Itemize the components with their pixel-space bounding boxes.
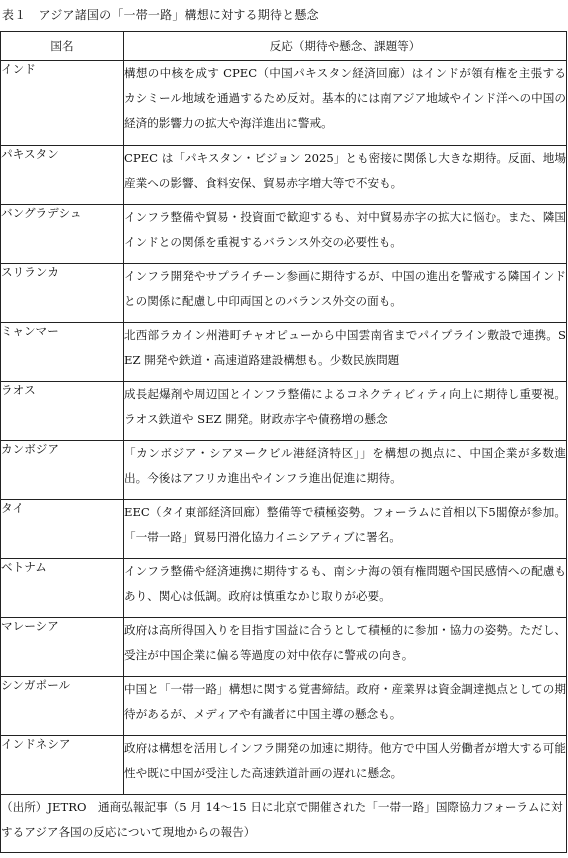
header-country: 国名 xyxy=(1,32,124,61)
country-cell: ラオス xyxy=(1,382,124,441)
source-row xyxy=(1,795,567,853)
country-cell: ベトナム xyxy=(1,559,124,618)
table-row xyxy=(1,323,567,382)
table-row xyxy=(1,559,567,618)
response-cell: 中国と「一帯一路」構想に関する覚書締結。政府・産業界は資金調達拠点としての期待があるが、メディアや有識者に中国主導の懸念も。 xyxy=(124,677,567,736)
response-cell: 「カンボジア・シアヌークビル港経済特区」」を構想の拠点に、中国企業が多数進出。今後はアフリカ進出やインフラ進出促進に期待。 xyxy=(124,441,567,500)
table-header-row xyxy=(1,32,567,61)
table-row xyxy=(1,500,567,559)
country-cell: マレーシア xyxy=(1,618,124,677)
source-note: （出所）JETRO 通商弘報記事（5 月 14～15 日に北京で開催された「一帯一路」国際協力フォーラムに対するアジア各国の反応について現地からの報告） xyxy=(1,795,567,853)
response-cell: EEC（タイ東部経済回廊）整備等で積極姿勢。フォーラムに首相以下5閣僚が参加。「一帯一路」貿易円滑化協力イニシアティブに署名。 xyxy=(124,500,567,559)
table-row xyxy=(1,382,567,441)
header-response: 反応（期待や懸念、課題等） xyxy=(124,32,567,61)
country-cell: バングラデシュ xyxy=(1,205,124,264)
table-row xyxy=(1,736,567,795)
response-cell: インフラ整備や経済連携に期待するも、南シナ海の領有権問題や国民感情への配慮もあり、関心は低調。政府は慎重なかじ取りが必要。 xyxy=(124,559,567,618)
country-cell: ミャンマー xyxy=(1,323,124,382)
table-row xyxy=(1,677,567,736)
country-cell: パキスタン xyxy=(1,146,124,205)
response-cell: 政府は高所得国入りを目指す国益に合うとして積極的に参加・協力の姿勢。ただし、受注が中国企業に偏る等過度の対中依存に警戒の向き。 xyxy=(124,618,567,677)
country-cell: スリランカ xyxy=(1,264,124,323)
country-cell: カンボジア xyxy=(1,441,124,500)
response-cell: 構想の中核を成す CPEC（中国パキスタン経済回廊）はインドが領有権を主張するカシミール地域を通過するため反対。基本的には南アジア地域やインド洋への中国の経済的影響力の拡大や海洋進出に警戒。 xyxy=(124,61,567,146)
response-cell: CPEC は「パキスタン・ビジョン 2025」とも密接に関係し大きな期待。反面、地場産業への影響、食料安保、貿易赤字増大等で不安も。 xyxy=(124,146,567,205)
table-row xyxy=(1,146,567,205)
table-row xyxy=(1,618,567,677)
table-row xyxy=(1,205,567,264)
country-cell: インド xyxy=(1,61,124,146)
table-row xyxy=(1,441,567,500)
country-cell: シンガポール xyxy=(1,677,124,736)
table-row xyxy=(1,264,567,323)
response-cell: 北西部ラカイン州港町チャオピューから中国雲南省までパイプライン敷設で連携。SEZ 開発や鉄道・高速道路建設構想も。少数民族問題 xyxy=(124,323,567,382)
response-cell: インフラ開発やサプライチーン参画に期待するが、中国の進出を警戒する隣国インドとの関係に配慮し中印両国とのバランス外交の面も。 xyxy=(124,264,567,323)
response-cell: 成長起爆剤や周辺国とインフラ整備によるコネクティビィティ向上に期待し重要視。ラオス鉄道や SEZ 開発。財政赤字や債務増の懸念 xyxy=(124,382,567,441)
response-cell: 政府は構想を活用しインフラ開発の加速に期待。他方で中国人労働者が増大する可能性や既に中国が受注した高速鉄道計画の遅れに懸念。 xyxy=(124,736,567,795)
country-cell: タイ xyxy=(1,500,124,559)
reaction-table xyxy=(0,31,567,853)
table-title: 表１ アジア諸国の「一帯一路」構想に対する期待と懸念 xyxy=(2,8,319,22)
table-row xyxy=(1,61,567,146)
response-cell: インフラ整備や貿易・投資面で歓迎するも、対中貿易赤字の拡大に悩む。また、隣国インドとの関係を重視するバランス外交の必要性も。 xyxy=(124,205,567,264)
country-cell: インドネシア xyxy=(1,736,124,795)
